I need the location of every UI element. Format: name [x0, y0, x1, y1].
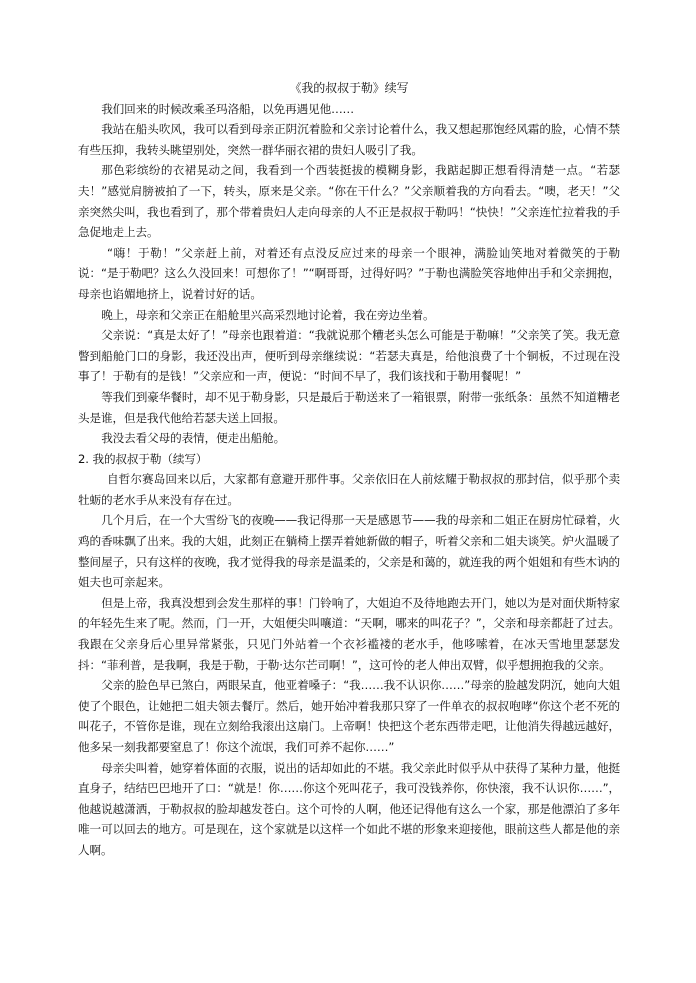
paragraph: 我们回来的时候改乘圣玛洛船，以免再遇见他……: [101, 101, 355, 116]
paragraph: 母亲尖叫着，她穿着体面的衣服，说出的话却如此的不堪。我父亲此时似乎从中获得了某种力量，他挺直身子，结结巴巴地开了口：“就是！你……你这个死叫花子，我可没钱养你，你快滚，我不认识你……”，他越说越潇洒，于勒叔叔的脸却越发苍白。这个可怜的人啊，他还记得他有这么一个家，那是他漂泊了多年唯一可以回去的地方。可是现在，这个家就是以这样一个如此不堪的形象来迎接他，眼前这些人都是他的亲人啊。: [78, 760, 620, 857]
paragraph: 我没去看父母的表情，便走出船舱。: [101, 431, 286, 446]
document-title: 《我的叔叔于勒》续写: [289, 81, 409, 95]
paragraph: 晚上，母亲和父亲正在船舱里兴高采烈地讨论着，我在旁边坐着。: [101, 307, 435, 322]
paragraph: 那色彩缤纷的衣裙晃动之间，我看到一个西装挺拔的模糊身影，我踮起脚正想看得清楚一点。“若瑟夫！”感觉肩膀被拍了一下，转头，原来是父亲。“你在干什么？”父亲顺着我的方向看去。“噢，老天！”父亲突然尖叫，我也看到了，那个带着贵妇人走向母亲的人不正是叔叔于勒吗！“快快！”父亲连忙拉着我的手急促地走上去。: [78, 163, 620, 240]
paragraph: 父亲的脸色早已煞白，两眼呆直，他亚着嗓子：“我……我不认识你……”母亲的脸越发阴沉，她向大姐使了个眼色，让她把二姐夫领去餐厅。然后，她开始冲着我那只穿了一件单衣的叔叔咆哮“你这个老不死的叫花子，不管你是谁，现在立刻给我滚出这扇门。上帝啊！快把这个老东西带走吧，让他消失得越远越好，他多呆一刻我都要窒息了！你这个流氓，我们可养不起你……”: [78, 678, 620, 754]
section-heading: 2. 我的叔叔于勒（续写）: [78, 451, 208, 466]
paragraph: 自哲尔赛岛回来以后，大家都有意避开那件事。父亲依旧在人前炫耀于勒叔叔的那封信，似乎那个卖牡蛎的老水手从来没有存在过。: [78, 472, 620, 507]
paragraph: 我站在船头吹风，我可以看到母亲正阴沉着脸和父亲讨论着什么，我又想起那饱经风霜的脸，心情不禁有些压抑，我转头眺望别处，突然一群华丽衣裙的贵妇人吸引了我。: [78, 122, 620, 157]
paragraph: “嗨！于勒！”父亲赶上前，对着还有点没反应过来的母亲一个眼神，满脸讪笑地对着微笑的于勒说：“是于勒吧？这么久没回来！可想你了！”“啊哥哥，过得好吗？”于勒也满脸笑容地伸出手和父亲拥抱，母亲也谄媚地挤上，说着讨好的话。: [78, 245, 620, 301]
paragraph: 父亲说：“真是太好了！”母亲也跟着道：“我就说那个糟老头怎么可能是于勒嘛！”父亲笑了笑。我无意瞥到船舱门口的身影，我还没出声，便听到母亲继续说：“若瑟夫真是，给他浪费了十个铜板，不过现在没事了！于勒有的是钱！”父亲应和一声，便说：“时间不早了，我们该找和于勒用餐呢！”: [78, 328, 620, 384]
paragraph: 但是上帝，我真没想到会发生那样的事！门铃响了，大姐迫不及待地跑去开门，她以为是对面伏斯特家的年轻先生来了呢。然而，门一开，大姐便尖叫嚷道：“天啊，哪来的叫花子？”，父亲和母亲都赶了过去。我跟在父亲身后心里异常紧张，只见门外站着一个衣衫褴褛的老水手，他哆嗦着，在冰天雪地里瑟瑟发抖：“菲利普，是我啊，我是于勒，于勒·达尔芒司啊！”，这可怜的老人伸出双臂，似乎想拥抱我的父亲。: [78, 595, 620, 672]
paragraph: 几个月后，在一个大雪纷飞的夜晚——我记得那一天是感恩节——我的母亲和二姐正在厨房忙碌着，火鸡的香味飘了出来。我的大姐，此刻正在躺椅上摆弄着她新做的帽子，听着父亲和二姐夫谈笑。炉火温暖了整间屋子，只有这样的夜晚，我才觉得我的母亲是温柔的，父亲是和蔼的，就连我的两个姐姐和有些木讷的姐夫也可亲起来。: [78, 513, 620, 590]
paragraph: 等我们到豪华餐时，却不见于勒身影，只是最后于勒送来了一箱银票，附带一张纸条：虽然不知道糟老头是谁，但是我代他给若瑟夫送上回报。: [78, 389, 620, 425]
document-body: [78, 78, 620, 861]
